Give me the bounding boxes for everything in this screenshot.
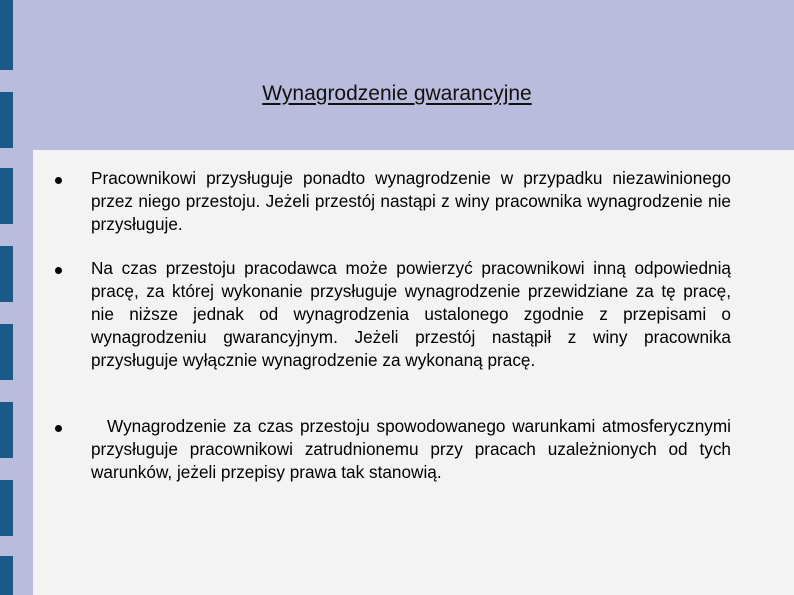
side-decoration-bar (0, 0, 13, 70)
bullet-dot-icon (55, 267, 62, 274)
side-decoration-bar (0, 246, 13, 302)
bullet-dot-icon (55, 177, 62, 184)
side-decoration-bar (0, 480, 13, 536)
side-decoration-bar (0, 556, 13, 595)
bullet-dot-icon (55, 425, 62, 432)
side-decoration-bar (0, 168, 13, 224)
side-decoration-bar (0, 324, 13, 380)
side-decoration-bar (0, 402, 13, 458)
bullet-text: Na czas przestoju pracodawca może powierzyć pracownikowi inną odpowiednią pracę, za której wykonanie przysługuje wynagrodzenie przewidziane za tę pracę, nie niższe jednak od wynagrodzenia ustalonego zgodnie z przepisami o wynagrodzeniu gwarancyjnym. Jeżeli przestój nastąpił z winy pracownika przysługuje wyłącznie wynagrodzenie za wykonaną pracę. (91, 258, 731, 370)
bullet-text: Pracownikowi przysługuje ponadto wynagrodzenie w przypadku niezawinionego przez niego przestoju. Jeżeli przestój nastąpi z winy pracownika wynagrodzenie nie przysługuje. (91, 168, 731, 234)
bullet-text: Wynagrodzenie za czas przestoju spowodowanego warunkami atmosferycznymi przysługuje pracownikowi zatrudnionemu przy pracach uzależnionych od tych warunków, jeżeli przepisy prawa tak stanowią. (91, 416, 731, 482)
content-panel (33, 150, 794, 595)
slide-title: Wynagrodzenie gwarancyjne (262, 82, 532, 105)
